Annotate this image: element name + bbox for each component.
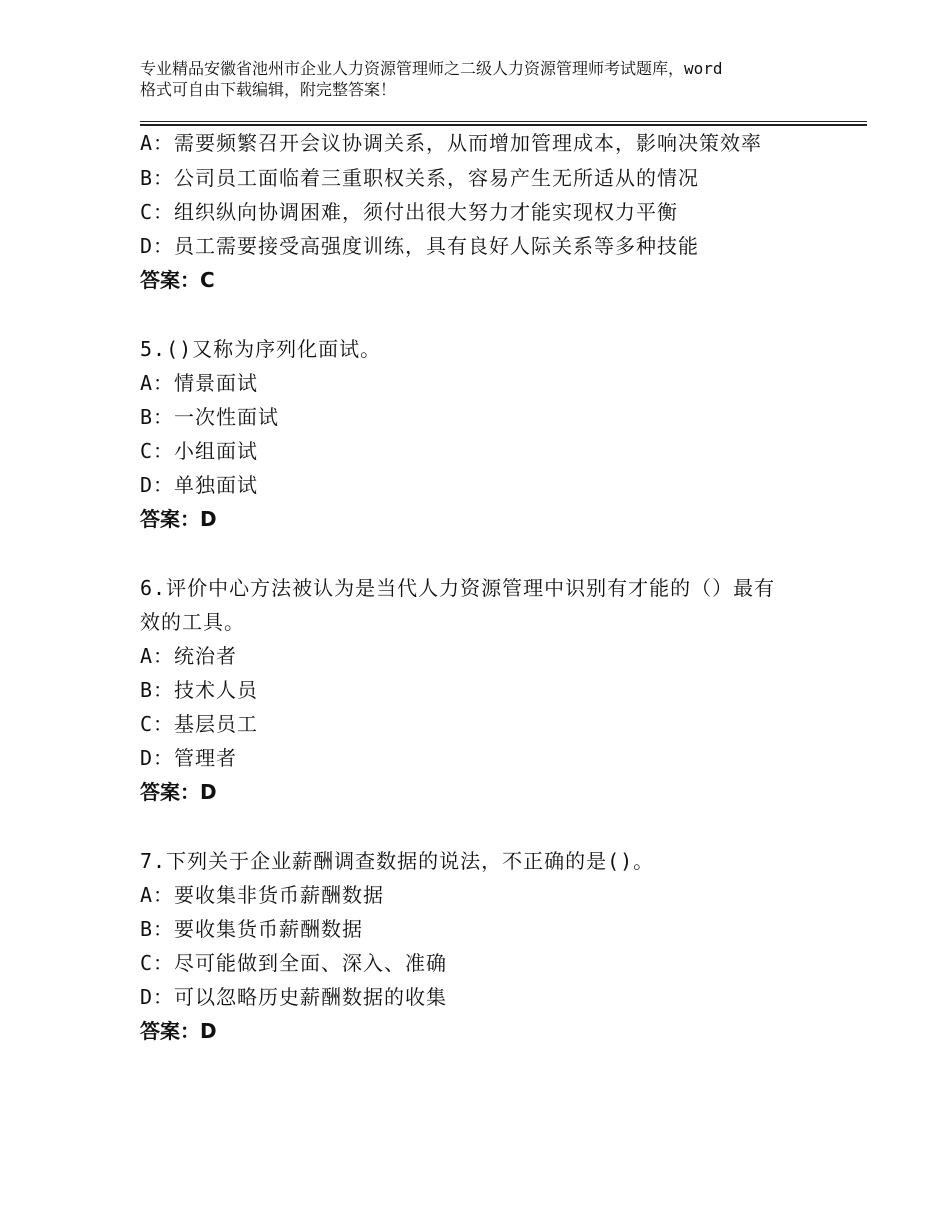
q6-option-a: A：统治者 (140, 644, 238, 668)
q6-option-d: D：管理者 (140, 746, 238, 770)
q7-option-d: D：可以忽略历史薪酬数据的收集 (140, 985, 448, 1009)
header-divider-thin (140, 121, 867, 122)
q5-option-c: C：小组面试 (140, 439, 259, 463)
q6-answer: 答案：D (140, 780, 217, 804)
q5-stem: 5.()又称为序列化面试。 (140, 337, 382, 361)
q4-answer: 答案：C (140, 268, 215, 292)
header-divider-thick (140, 124, 867, 126)
header-line-2: 格式可自由下载编辑，附完整答案！ (140, 80, 397, 99)
q4-option-d: D：员工需要接受高强度训练，具有良好人际关系等多种技能 (140, 234, 700, 258)
q6-option-b: B：技术人员 (140, 678, 259, 702)
q6-option-c: C：基层员工 (140, 712, 259, 736)
q4-option-a: A：需要频繁召开会议协调关系，从而增加管理成本，影响决策效率 (140, 131, 763, 155)
document-header (140, 58, 830, 100)
q4-option-b: B：公司员工面临着三重职权关系，容易产生无所适从的情况 (140, 166, 700, 190)
q4-option-c: C：组织纵向协调困难，须付出很大努力才能实现权力平衡 (140, 200, 679, 224)
header-line-1: 专业精品安徽省池州市企业人力资源管理师之二级人力资源管理师考试题库，word (140, 59, 723, 78)
q7-option-b: B：要收集货币薪酬数据 (140, 917, 364, 941)
q6-stem-line-2: 效的工具。 (140, 610, 245, 634)
q5-option-a: A：情景面试 (140, 371, 259, 395)
q7-option-c: C：尽可能做到全面、深入、准确 (140, 951, 448, 975)
q7-option-a: A：要收集非货币薪酬数据 (140, 883, 385, 907)
q7-stem: 7.下列关于企业薪酬调查数据的说法，不正确的是()。 (140, 849, 655, 873)
q5-answer: 答案：D (140, 507, 217, 531)
q5-option-b: B：一次性面试 (140, 405, 280, 429)
q5-option-d: D：单独面试 (140, 473, 259, 497)
q6-stem-line-1: 6.评价中心方法被认为是当代人力资源管理中识别有才能的（）最有 (140, 576, 776, 600)
q7-answer: 答案：D (140, 1019, 217, 1043)
